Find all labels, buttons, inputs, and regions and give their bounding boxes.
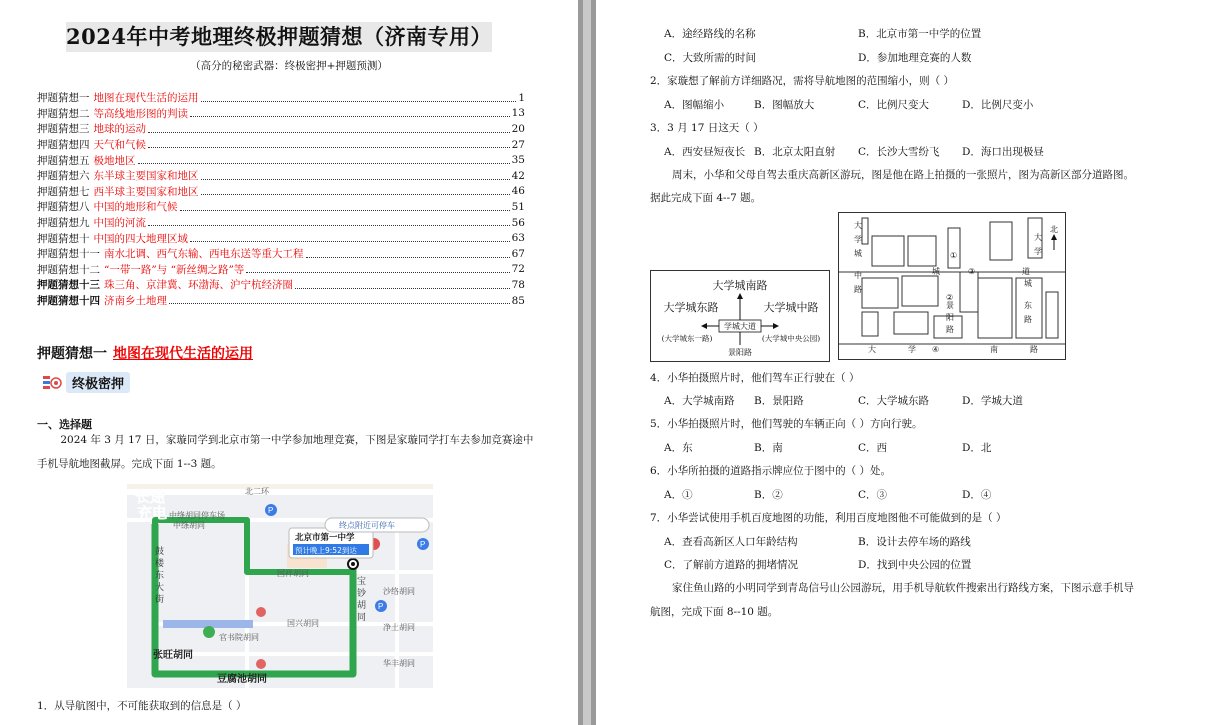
question-6: 6．小华所拍摄的道路指示牌应位于图中的（ ）处。 bbox=[650, 465, 892, 477]
svg-text:国兴胡同: 国兴胡同 bbox=[287, 619, 319, 628]
toc-entry-page: 85 bbox=[511, 294, 525, 307]
toc-entry-title: 地图在现代生活的运用 bbox=[93, 92, 199, 105]
svg-text:中绦胡同: 中绦胡同 bbox=[173, 521, 205, 530]
toc-entry-title: 极地地区 bbox=[93, 154, 136, 167]
rm-label-3: 中 bbox=[854, 271, 862, 280]
toc-entry-title: 天气和气候 bbox=[93, 139, 146, 152]
subheading: 一、选择题 bbox=[37, 418, 92, 431]
rm-label-16: 景 bbox=[946, 301, 954, 310]
sign-bottom: 景阳路 bbox=[728, 348, 752, 357]
toc-entry-title: 珠三角、京津冀、环渤海、沪宁杭经济圈 bbox=[104, 279, 293, 292]
sign-right-sub: (大学城中央公园) bbox=[761, 334, 821, 343]
toc-leader-dots bbox=[201, 100, 517, 102]
rm-label-19: 北 bbox=[1050, 225, 1058, 234]
toc-entry[interactable] bbox=[37, 168, 525, 184]
rm-num-3: ③ bbox=[968, 267, 976, 276]
toc-entry-page: 67 bbox=[511, 247, 525, 260]
rm-label-11: 路 bbox=[1024, 315, 1032, 324]
rm-label-13: 学 bbox=[908, 345, 916, 354]
rm-label-1: 学 bbox=[854, 235, 862, 244]
toc-entry[interactable] bbox=[37, 106, 525, 122]
rm-label-6: 道 bbox=[1022, 267, 1030, 276]
toc-entry-page: 78 bbox=[511, 278, 525, 291]
toc-entry-title: 中国的地形和气候 bbox=[93, 201, 178, 214]
toc-entry-page: 42 bbox=[511, 169, 525, 182]
toc-entry-page: 46 bbox=[511, 185, 525, 198]
svg-text:同: 同 bbox=[357, 613, 367, 623]
question-1: 1．从导航图中，不可能获取到的信息是（ ） bbox=[37, 700, 247, 712]
toc-entry[interactable] bbox=[37, 246, 525, 262]
toc-leader-dots bbox=[295, 287, 510, 289]
toc-leader-dots bbox=[246, 271, 509, 273]
sign-center: 学城大道 bbox=[724, 322, 756, 331]
q6-option-c: C．③ bbox=[858, 489, 888, 501]
q4-option-b: B．景阳路 bbox=[754, 395, 804, 407]
toc-entry-page: 13 bbox=[511, 107, 525, 120]
rm-label-14: 南 bbox=[990, 345, 998, 354]
toc-leader-dots bbox=[148, 131, 510, 133]
q7-option-a: A．查看高新区人口年龄结构 bbox=[664, 536, 798, 548]
rm-num-4: ④ bbox=[932, 345, 940, 354]
svg-text:P: P bbox=[378, 602, 384, 611]
question-3: 3．3 月 17 日这天（ ） bbox=[650, 122, 764, 134]
q2-option-c: C．比例尺变大 bbox=[858, 99, 930, 111]
rm-label-5: 城 bbox=[932, 267, 940, 276]
sign-right: 大学城中路 bbox=[763, 301, 819, 314]
rm-label-17: 阳 bbox=[946, 313, 954, 322]
svg-text:楼: 楼 bbox=[155, 559, 165, 569]
toc-entry-title: 南水北调、西气东输、西电东送等重大工程 bbox=[104, 248, 304, 261]
intro-3-line-1: 家住鱼山路的小明同学到青岛信号山公园游玩，用手机导航软件搜索出行路线方案，下图示意手机导 bbox=[672, 582, 1134, 594]
rm-label-12: 大 bbox=[868, 345, 876, 354]
q6-option-a: A．① bbox=[664, 489, 693, 501]
svg-text:P: P bbox=[420, 540, 426, 549]
toc-entry[interactable] bbox=[37, 215, 525, 231]
rm-label-7: 大 bbox=[1034, 233, 1042, 242]
q3-option-c: C．长沙大雪纷飞 bbox=[858, 146, 940, 158]
toc-entry-label: 押题猜想九 bbox=[37, 217, 90, 230]
svg-text:街: 街 bbox=[155, 595, 165, 605]
q3-option-a: A．西安昼短夜长 bbox=[664, 146, 746, 158]
q6-option-d: D．④ bbox=[962, 489, 992, 501]
svg-text:北京市第一中学: 北京市第一中学 bbox=[295, 533, 355, 543]
intro-3-line-2: 航图，完成下面 8--10 题。 bbox=[650, 606, 779, 618]
q4-option-d: D．学城大道 bbox=[962, 395, 1023, 407]
toc-entry-label: 押题猜想六 bbox=[37, 170, 90, 183]
toc-leader-dots bbox=[306, 256, 510, 258]
svg-text:钞: 钞 bbox=[357, 589, 367, 599]
rm-label-0: 大 bbox=[854, 221, 862, 230]
toc-leader-dots bbox=[180, 209, 510, 211]
q7-option-b: B．设计去停车场的路线 bbox=[858, 536, 971, 548]
intro-line-1: 2024 年 3 月 17 日，家璇同学到北京市第一中学参加地理竞赛，下图是家璇同学打车去参加竞赛途中 bbox=[60, 434, 534, 446]
section-heading bbox=[37, 343, 253, 363]
toc-entry-label: 押题猜想八 bbox=[37, 201, 90, 214]
rm-label-4: 路 bbox=[854, 285, 862, 294]
sign-left-sub: (大学城东一路) bbox=[661, 334, 713, 343]
toc-entry-page: 51 bbox=[511, 200, 525, 213]
toc-entry-label: 押题猜想十 bbox=[37, 232, 90, 245]
svg-text:国祥胡同: 国祥胡同 bbox=[277, 569, 309, 578]
section-label: 押题猜想一 bbox=[37, 346, 107, 362]
svg-text:中绦胡同停车场: 中绦胡同停车场 bbox=[169, 511, 225, 520]
svg-text:大: 大 bbox=[155, 583, 165, 593]
toc-entry[interactable] bbox=[37, 137, 525, 153]
toc-entry-page: 63 bbox=[511, 232, 525, 245]
svg-text:鼓: 鼓 bbox=[155, 547, 165, 557]
q5-option-c: C．西 bbox=[858, 442, 888, 454]
intro-2-line-1: 周末，小华和父母自驾去重庆高新区游玩，图是他在路上拍摄的一张照片，图为高新区部分道路图。 bbox=[672, 169, 1134, 181]
q1-option-c: C．大致所需的时间 bbox=[664, 52, 757, 64]
q2-option-a: A．图幅缩小 bbox=[664, 99, 725, 111]
toc-leader-dots bbox=[201, 178, 510, 180]
toc-entry-label: 押题猜想十三 bbox=[37, 279, 100, 292]
toc-entry-title: 地球的运动 bbox=[93, 123, 146, 136]
road-sign-image bbox=[650, 270, 830, 362]
toc-entry-label: 押题猜想七 bbox=[37, 185, 90, 198]
q2-option-d: D．比例尺变小 bbox=[962, 99, 1034, 111]
toc-leader-dots bbox=[169, 302, 510, 304]
toc-entry[interactable] bbox=[37, 184, 525, 200]
q2-option-b: B．图幅放大 bbox=[754, 99, 815, 111]
rm-label-8: 学 bbox=[1034, 247, 1042, 256]
svg-text:净土胡同: 净土胡同 bbox=[383, 623, 415, 632]
toc-entry-title: 中国的四大地理区域 bbox=[93, 232, 188, 245]
q5-option-b: B．南 bbox=[754, 442, 783, 454]
toc-entry-label: 押题猜想四 bbox=[37, 139, 90, 152]
svg-text:长途: 长途 bbox=[135, 488, 166, 506]
toc-leader-dots bbox=[138, 162, 510, 164]
svg-text:P: P bbox=[268, 506, 274, 515]
toc-entry[interactable] bbox=[37, 121, 525, 137]
q4-option-c: C．大学城东路 bbox=[858, 395, 930, 407]
table-of-contents bbox=[37, 90, 525, 308]
rm-label-18: 路 bbox=[946, 325, 954, 334]
page-gap bbox=[578, 0, 596, 725]
badge bbox=[42, 371, 130, 393]
svg-text:豆腐池胡同: 豆腐池胡同 bbox=[217, 674, 267, 685]
question-2: 2．家璇想了解前方详细路况，需将导航地图的范围缩小，则（ ） bbox=[650, 75, 955, 87]
intro-2-line-2: 据此完成下面 4--7 题。 bbox=[650, 192, 762, 204]
toc-entry-label: 押题猜想十二 bbox=[37, 263, 100, 276]
badge-label: 终极密押 bbox=[66, 372, 130, 393]
svg-text:胡: 胡 bbox=[357, 601, 367, 611]
svg-text:终点附近可停车: 终点附近可停车 bbox=[339, 521, 395, 530]
rm-label-9: 城 bbox=[1024, 279, 1032, 288]
toc-entry-label: 押题猜想十一 bbox=[37, 248, 100, 261]
q5-option-d: D．北 bbox=[962, 442, 992, 454]
toc-entry[interactable] bbox=[37, 230, 525, 246]
toc-entry[interactable] bbox=[37, 293, 525, 309]
toc-entry-page: 20 bbox=[511, 122, 525, 135]
toc-entry-page: 35 bbox=[511, 154, 525, 167]
toc-entry-label: 押题猜想十四 bbox=[37, 295, 100, 308]
toc-entry-label: 押题猜想一 bbox=[37, 92, 90, 105]
svg-text:充电: 充电 bbox=[137, 504, 168, 522]
q3-option-d: D．海口出现极昼 bbox=[962, 146, 1044, 158]
question-4: 4．小华拍摄照片时，他们驾车正行驶在（ ） bbox=[650, 372, 860, 384]
toc-leader-dots bbox=[190, 240, 510, 242]
toc-entry[interactable] bbox=[37, 262, 525, 278]
rm-label-2: 城 bbox=[854, 249, 862, 258]
q6-option-b: B．② bbox=[754, 489, 783, 501]
map-label-beierhuan: 北二环 bbox=[245, 487, 269, 496]
svg-text:东: 东 bbox=[155, 571, 165, 581]
q7-option-c: C．了解前方道路的拥堵情况 bbox=[664, 559, 799, 571]
toc-entry[interactable] bbox=[37, 90, 525, 106]
toc-entry-page: 27 bbox=[511, 138, 525, 151]
toc-entry-title: 东半球主要国家和地区 bbox=[93, 170, 199, 183]
document-title: 2024年中考地理终极押题猜想（济南专用） bbox=[66, 22, 492, 52]
toc-entry[interactable] bbox=[37, 277, 525, 293]
toc-entry-page: 56 bbox=[511, 216, 525, 229]
toc-entry[interactable] bbox=[37, 152, 525, 168]
target-icon bbox=[42, 372, 62, 392]
section-title: 地图在现代生活的运用 bbox=[113, 346, 253, 362]
toc-entry-title: 中国的河流 bbox=[93, 217, 146, 230]
svg-text:预计晚上9:52到达: 预计晚上9:52到达 bbox=[295, 546, 357, 555]
toc-entry-title: 等高线地形图的判读 bbox=[93, 107, 188, 120]
question-5: 5．小华拍摄照片时，他们驾驶的车辆正向（ ）方向行驶。 bbox=[650, 418, 923, 430]
q1-option-b: B．北京市第一中学的位置 bbox=[858, 28, 982, 40]
toc-leader-dots bbox=[148, 224, 510, 226]
toc-entry-label: 押题猜想三 bbox=[37, 123, 90, 136]
toc-entry-title: 西半球主要国家和地区 bbox=[93, 185, 199, 198]
road-map-image bbox=[838, 212, 1066, 360]
q1-option-a: A．途经路线的名称 bbox=[664, 28, 756, 40]
toc-entry-title: “一带一路”与 “新丝绸之路”等 bbox=[104, 263, 245, 276]
toc-leader-dots bbox=[201, 193, 510, 195]
toc-entry-title: 济南乡土地理 bbox=[104, 295, 167, 308]
toc-entry-page: 72 bbox=[511, 263, 525, 276]
sign-left: 大学城东路 bbox=[663, 301, 719, 314]
q5-option-a: A．东 bbox=[664, 442, 693, 454]
svg-text:官书院胡同: 官书院胡同 bbox=[219, 633, 259, 642]
sign-top: 大学城南路 bbox=[712, 279, 768, 292]
scrollbar[interactable] bbox=[583, 0, 591, 725]
svg-text:张旺胡同: 张旺胡同 bbox=[153, 650, 193, 661]
rm-num-2: ② bbox=[946, 293, 954, 302]
rm-num-1: ① bbox=[950, 251, 958, 260]
toc-entry[interactable] bbox=[37, 199, 525, 215]
q3-option-b: B．北京太阳直射 bbox=[754, 146, 836, 158]
toc-leader-dots bbox=[148, 146, 510, 148]
page-left bbox=[0, 0, 578, 725]
question-7: 7．小华尝试使用手机百度地图的功能，利用百度地图他不可能做到的是（ ） bbox=[650, 512, 1007, 524]
document-subtitle: （高分的秘密武器：终极密押+押题预测） bbox=[190, 60, 388, 72]
q4-option-a: A．大学城南路 bbox=[664, 395, 735, 407]
toc-leader-dots bbox=[190, 115, 510, 117]
toc-entry-label: 押题猜想二 bbox=[37, 107, 90, 120]
toc-entry-page: 1 bbox=[518, 91, 525, 104]
toc-entry-label: 押题猜想五 bbox=[37, 154, 90, 167]
svg-text:沙络胡同: 沙络胡同 bbox=[383, 587, 415, 596]
q7-option-d: D．找到中央公园的位置 bbox=[858, 559, 972, 571]
svg-text:宝: 宝 bbox=[357, 577, 367, 587]
rm-label-10: 东 bbox=[1024, 301, 1032, 310]
q1-option-d: D．参加地理竞赛的人数 bbox=[858, 52, 972, 64]
navigation-map-image bbox=[127, 484, 433, 688]
rm-label-15: 路 bbox=[1030, 345, 1038, 354]
intro-line-2: 手机导航地图截屏。完成下面 1--3 题。 bbox=[37, 458, 222, 470]
svg-text:华丰胡同: 华丰胡同 bbox=[383, 659, 415, 668]
